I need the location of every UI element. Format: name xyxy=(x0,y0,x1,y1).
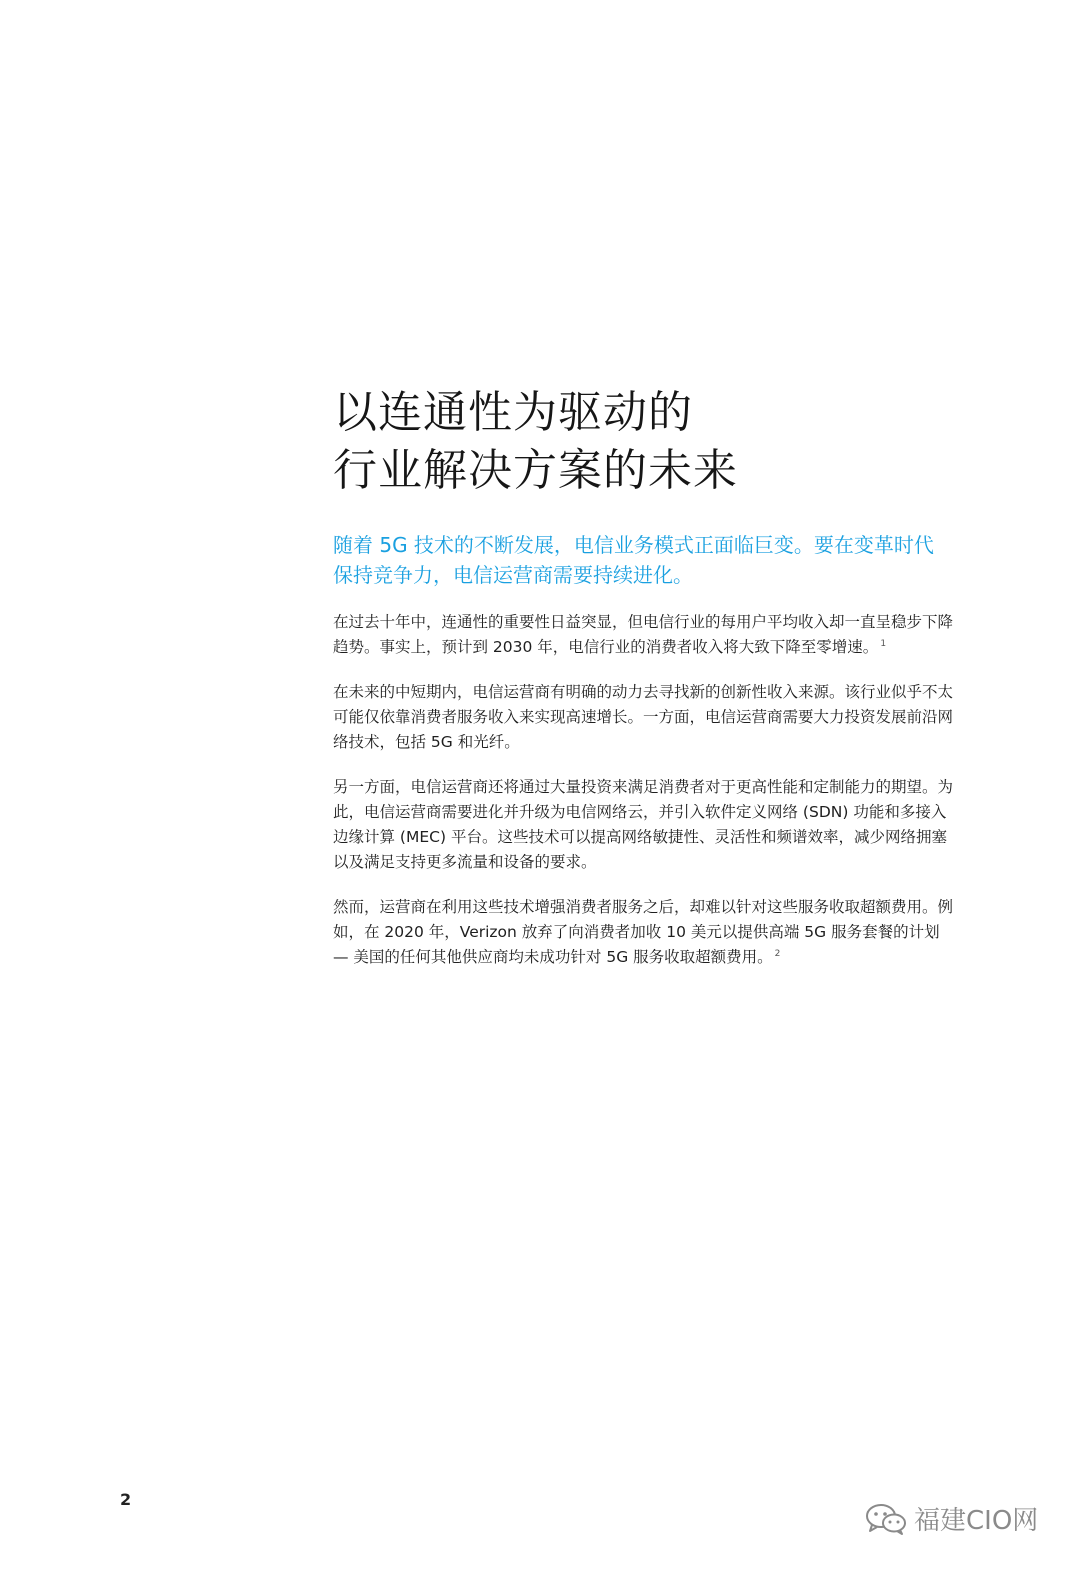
body-paragraph-1 xyxy=(333,610,953,660)
title-line-1: 以连通性为驱动的 xyxy=(333,387,693,438)
article xyxy=(333,384,953,986)
watermark xyxy=(864,1500,1038,1537)
paragraph-text: 然而，运营商在利用这些技术增强消费者服务之后，却难以针对这些服务收取超额费用。例如，在 2020 年，Verizon 放弃了向消费者加收 10 美元以提供高端 5G 服务套餐的计划 — 美国的任何其他供应商均未成功针对 5G 服务收取超额费用。 xyxy=(333,898,954,966)
footnote-marker: 2 xyxy=(774,948,781,959)
body-paragraph-4 xyxy=(333,895,953,970)
footnote-marker: 1 xyxy=(880,638,887,649)
wechat-icon xyxy=(864,1502,908,1536)
watermark-text: 福建CIO网 xyxy=(914,1506,1039,1536)
page-number: 2 xyxy=(120,1490,132,1509)
paragraph-text: 在过去十年中，连通性的重要性日益突显，但电信行业的每用户平均收入却一直呈稳步下降趋势。事实上，预计到 2030 年，电信行业的消费者收入将大致下降至零增速。 xyxy=(333,613,954,656)
page-title xyxy=(333,384,953,500)
paragraph-text: 在未来的中短期内，电信运营商有明确的动力去寻找新的创新性收入来源。该行业似乎不太可能仅依靠消费者服务收入来实现高速增长。一方面，电信运营商需要大力投资发展前沿网络技术，包括 5G 和光纤。 xyxy=(333,683,954,751)
body-paragraph-2 xyxy=(333,680,953,755)
lead-paragraph: 随着 5G 技术的不断发展，电信业务模式正面临巨变。要在变革时代保持竞争力，电信运营商需要持续进化。 xyxy=(333,533,934,587)
body-paragraph-3 xyxy=(333,775,953,875)
title-line-2: 行业解决方案的未来 xyxy=(333,445,738,496)
paragraph-text: 另一方面，电信运营商还将通过大量投资来满足消费者对于更高性能和定制能力的期望。为此，电信运营商需要进化并升级为电信网络云，并引入软件定义网络 (SDN) 功能和多接入边缘计算 (MEC) 平台。这些技术可以提高网络敏捷性、灵活性和频谱效率，减少网络拥塞以及满足支持更多流量和设备的要求。 xyxy=(333,778,954,871)
